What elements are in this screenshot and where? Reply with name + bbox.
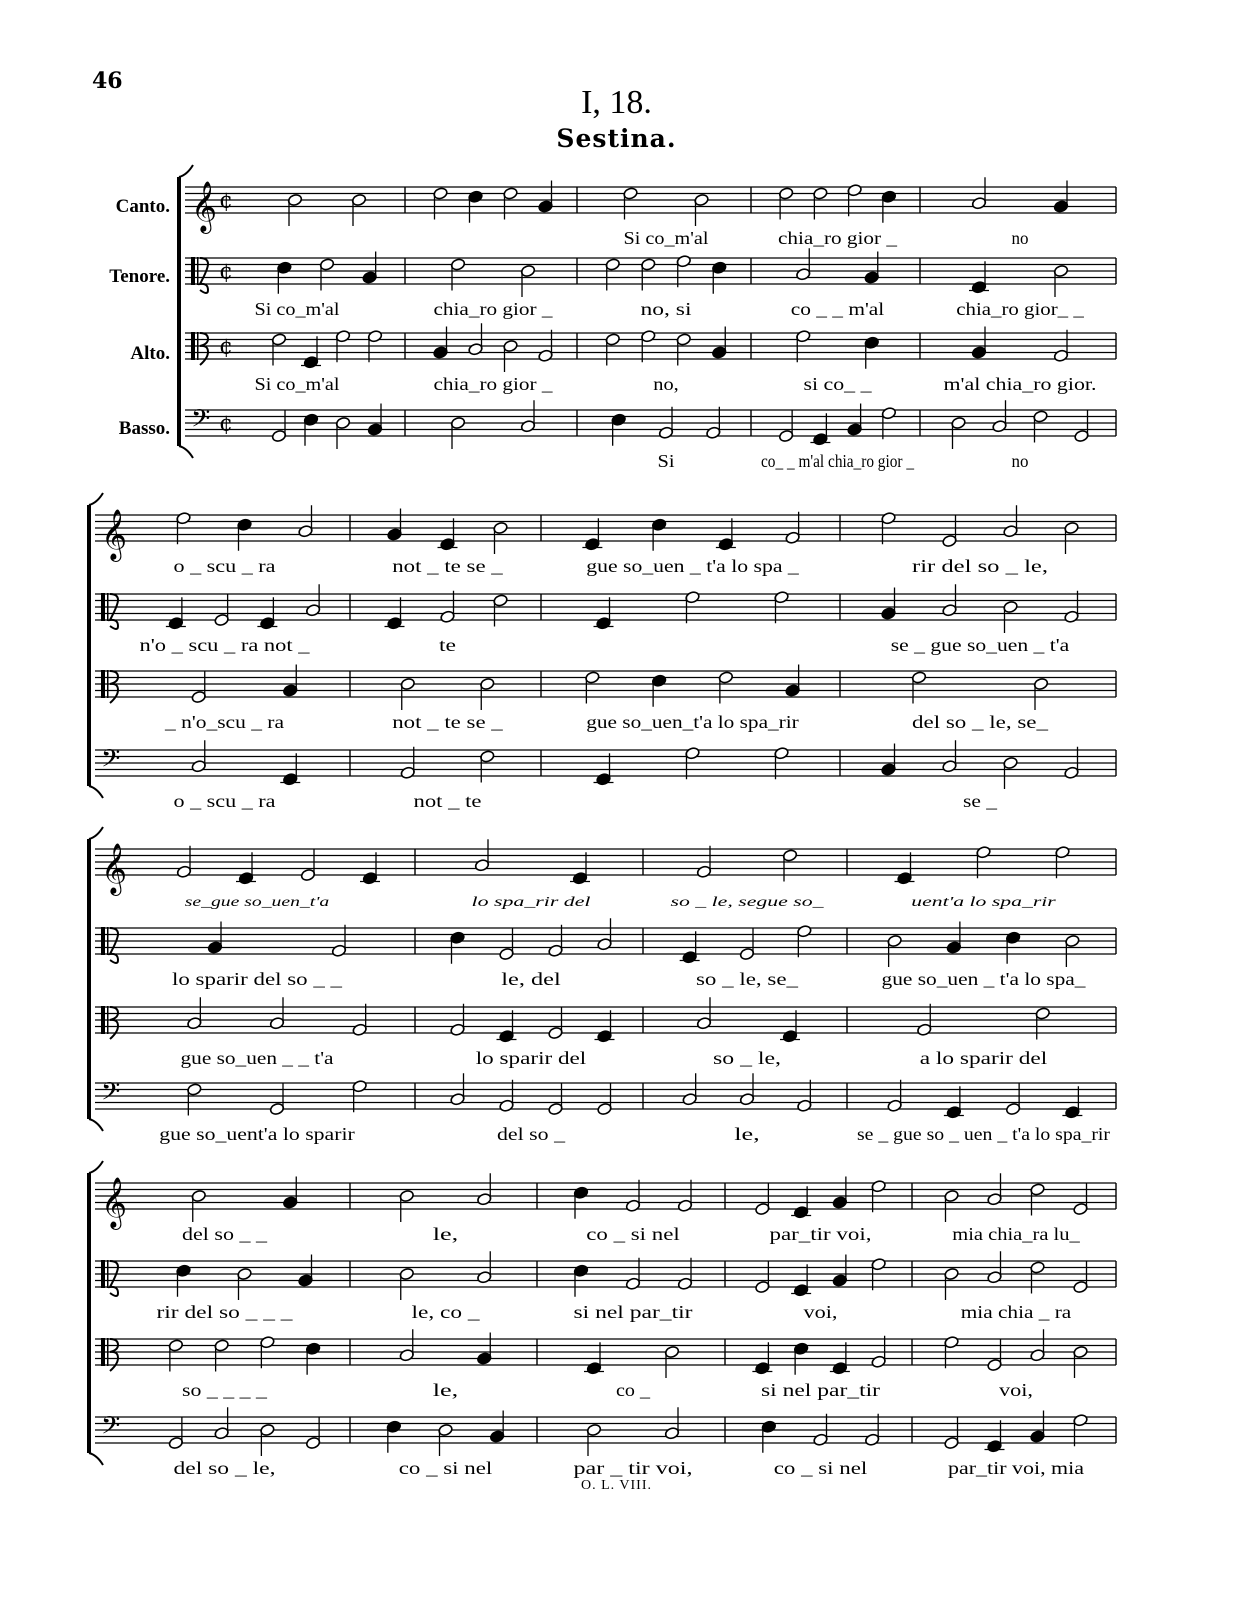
- treble-clef-icon: 𝄞: [101, 1177, 128, 1228]
- lyric-text: del so _: [497, 1124, 567, 1144]
- c-clef-icon: [191, 332, 195, 360]
- voice-label-tenore: Tenore.: [109, 266, 170, 287]
- lyric-text: rir del so _ le,: [912, 556, 1048, 576]
- c-clef-icon: [107, 670, 109, 698]
- lyric-text: gue so_uent'a lo sparir: [159, 1124, 355, 1144]
- lyric-text: lo sparir del: [475, 1048, 587, 1068]
- c-clef-icon: [110, 671, 118, 703]
- lyric-text: co _: [616, 1380, 652, 1400]
- cut-time-icon: ¢: [219, 259, 233, 285]
- bracket-hook: [89, 786, 103, 798]
- lyric-text: par_tir voi, mia: [948, 1458, 1084, 1478]
- lyric-text: co_ _ m'al chia_ro gior _: [761, 451, 915, 471]
- page-number: 46: [92, 68, 123, 94]
- bracket-hook: [89, 493, 103, 505]
- c-clef-icon: [110, 1261, 118, 1296]
- bracket-hook: [89, 827, 103, 839]
- lyric-text: gue so_uen_t'a lo spa_rir: [586, 712, 799, 732]
- lyric-text: del so _ le,: [173, 1458, 276, 1478]
- c-clef-icon: [197, 332, 199, 360]
- c-clef-icon: [110, 1007, 118, 1039]
- bracket-hook: [89, 1161, 103, 1173]
- lyric-text: si nel par_tir: [573, 1302, 693, 1322]
- voice-label-alto: Alto.: [130, 343, 170, 364]
- lyric-text: Si co_m'al: [623, 228, 709, 248]
- lyric-text: no: [1011, 228, 1029, 248]
- lyric-text: se _ gue so _ uen _ t'a lo spa_rir: [857, 1124, 1110, 1144]
- c-clef-icon: [101, 670, 105, 698]
- footer-reference: O. L. VIII.: [580, 1478, 652, 1493]
- lyric-text: se_gue so_uen_t'a: [184, 895, 330, 910]
- c-clef-icon: [200, 258, 208, 293]
- bass-clef-icon: 𝄢: [101, 1077, 121, 1113]
- lyric-text: se _: [963, 791, 999, 811]
- lyric-text: gue so_uen _ t'a lo spa _: [586, 556, 800, 576]
- lyric-text: chia_ro gior _: [778, 228, 899, 248]
- cut-time-icon: ¢: [219, 188, 233, 214]
- bracket-hook: [89, 1453, 103, 1465]
- c-clef-icon: [101, 1006, 105, 1034]
- bracket-hook: [89, 1119, 103, 1131]
- lyric-text: no,: [653, 374, 679, 394]
- bracket-hook: [179, 165, 193, 177]
- lyric-text: se _ gue so_uen _ t'a: [890, 635, 1070, 655]
- c-clef-icon: [107, 1260, 109, 1288]
- lyric-text: Si co_m'al: [254, 374, 340, 394]
- bass-clef-icon: 𝄢: [101, 1411, 121, 1447]
- lyric-text: mia chia_ra lu_: [952, 1224, 1081, 1244]
- c-clef-icon: [107, 1338, 109, 1366]
- lyric-text: so _ le, segue so_: [670, 895, 826, 910]
- treble-clef-icon: 𝄞: [101, 843, 128, 894]
- lyric-text: co _ si nel: [773, 1458, 868, 1478]
- lyric-text: del so _ _: [182, 1224, 269, 1244]
- c-clef-icon: [107, 927, 109, 955]
- c-clef-icon: [101, 1260, 105, 1288]
- c-clef-icon: [197, 257, 199, 285]
- lyric-text: co _ _ m'al: [790, 299, 885, 319]
- lyric-text: mia chia _ ra: [960, 1302, 1072, 1322]
- lyric-text: te: [439, 635, 457, 655]
- lyric-text: o _ scu _ ra: [173, 556, 276, 576]
- lyric-text: not _ te: [413, 791, 482, 811]
- bass-clef-icon: 𝄢: [101, 744, 121, 780]
- voice-label-basso: Basso.: [118, 418, 170, 439]
- lyric-text: gue so_uen _ t'a lo spa_: [881, 969, 1087, 989]
- lyric-text: no: [1011, 451, 1029, 471]
- c-clef-icon: [110, 1339, 118, 1371]
- lyric-text: le,: [432, 1224, 459, 1244]
- lyric-text: del so _ le, se_: [912, 712, 1050, 732]
- c-clef-icon: [191, 257, 195, 285]
- piece-subtitle: Sestina.: [556, 124, 677, 153]
- lyric-text: so _ le, se_: [696, 969, 800, 989]
- lyric-text: _ n'o_scu _ ra: [163, 712, 284, 732]
- lyric-text: rir del so _ _ _: [156, 1302, 294, 1322]
- c-clef-icon: [110, 594, 118, 629]
- lyric-text: no, si: [640, 299, 692, 319]
- lyric-text: o _ scu _ ra: [173, 791, 276, 811]
- lyric-text: co _ si nel: [586, 1224, 680, 1244]
- lyric-text: le,: [734, 1124, 760, 1144]
- lyric-text: le, co _: [411, 1302, 481, 1322]
- treble-clef-icon: 𝄞: [101, 509, 128, 560]
- lyric-text: so _ _ _ _: [182, 1380, 269, 1400]
- c-clef-icon: [101, 593, 105, 621]
- lyric-text: a lo sparir del: [919, 1048, 1048, 1068]
- lyric-text: le, del: [501, 969, 561, 989]
- c-clef-icon: [101, 1338, 105, 1366]
- lyric-text: chia_ro gior _: [433, 374, 554, 394]
- lyric-text: par _ tir voi,: [573, 1458, 693, 1478]
- c-clef-icon: [110, 928, 118, 963]
- lyric-text: Si: [657, 451, 675, 471]
- lyric-text: so _ le,: [713, 1048, 781, 1068]
- lyric-text: m'al chia_ro gior.: [943, 374, 1097, 394]
- bass-clef-icon: 𝄢: [191, 404, 211, 440]
- lyric-text: uent'a lo spa_rir: [911, 895, 1057, 910]
- lyric-text: lo sparir del so _ _: [172, 969, 344, 989]
- lyric-text: si co_ _: [803, 374, 873, 394]
- bracket-hook: [179, 446, 193, 458]
- cut-time-icon: ¢: [219, 334, 233, 360]
- piece-title: I, 18.: [581, 84, 652, 121]
- lyric-text: le,: [432, 1380, 459, 1400]
- c-clef-icon: [107, 593, 109, 621]
- lyric-text: chia_ro gior _: [433, 299, 554, 319]
- lyric-text: not _ te se _: [392, 712, 505, 732]
- lyric-text: co _ si nel: [398, 1458, 493, 1478]
- lyric-text: Si co_m'al: [254, 299, 340, 319]
- lyric-text: voi,: [803, 1302, 838, 1322]
- lyric-text: si nel par_tir: [761, 1380, 880, 1400]
- treble-clef-icon: 𝄞: [191, 181, 218, 232]
- lyric-text: par_tir voi,: [769, 1224, 872, 1244]
- lyric-text: chia_ro gior_ _: [956, 299, 1085, 319]
- lyric-text: lo spa_rir del: [471, 895, 591, 910]
- voice-label-canto: Canto.: [115, 196, 170, 217]
- c-clef-icon: [107, 1006, 109, 1034]
- lyric-text: gue so_uen _ _ t'a: [180, 1048, 334, 1068]
- lyric-text: not _ te se _: [392, 556, 505, 576]
- lyric-text: n'o _ scu _ ra not _: [139, 635, 311, 655]
- lyric-text: voi,: [999, 1380, 1033, 1400]
- c-clef-icon: [200, 333, 208, 365]
- c-clef-icon: [101, 927, 105, 955]
- cut-time-icon: ¢: [219, 411, 233, 437]
